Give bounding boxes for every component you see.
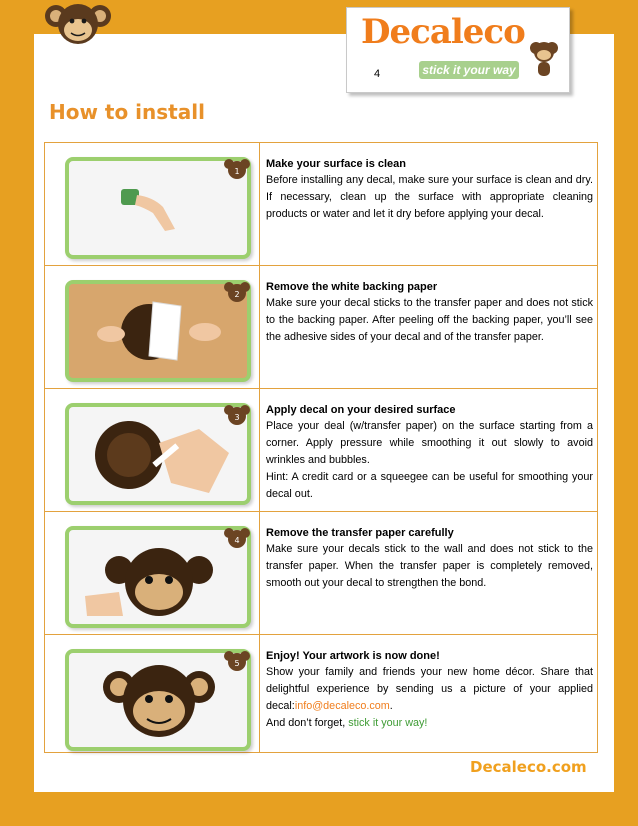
step-description: Before installing any decal, make sure your surface is clean and dry. If necessary, clean up the surface with appropriate cleaning products or water and let it dry before applying your decal.: [266, 174, 593, 220]
step-title: Remove the white backing paper: [266, 281, 438, 293]
step-description: Make sure your decal sticks to the transfer paper and does not stick to the backing paper. After peeling off the backing paper, you’ll see the adhesive sides of your decal and of the transfer paper.: [266, 297, 593, 343]
step-image-cell: [45, 266, 260, 389]
step-photo: [65, 526, 251, 628]
step-text-cell: [260, 143, 598, 266]
brand-name: Decaleco: [361, 12, 525, 52]
peeling-backing-icon: [89, 294, 229, 370]
step-title: Make your surface is clean: [266, 158, 407, 170]
step-row: [45, 266, 598, 389]
step-text-cell: [260, 635, 598, 753]
finished-monkey-decal-icon: [99, 657, 219, 745]
step-text-cell: [260, 266, 598, 389]
step-image-cell: [45, 389, 260, 512]
step-photo: [65, 280, 251, 382]
step-image-cell: [45, 143, 260, 266]
page-number: 4: [374, 68, 381, 80]
step-hint: Hint: A credit card or a squeegee can be useful for smoothing your decal out.: [266, 471, 593, 500]
step-row: [45, 635, 598, 753]
step-description: Make sure your decals stick to the wall and does not stick to the transfer paper. When the transfer paper is completely removed, smooth out your decal to strengthen the bond.: [266, 543, 593, 589]
step-badge-number: 4: [234, 536, 240, 545]
step-image-cell: [45, 512, 260, 635]
footer-site-link[interactable]: Decaleco.com: [470, 758, 587, 776]
monkey-logo-icon: [44, 0, 112, 48]
applying-decal-icon: [79, 413, 239, 497]
step-badge-number: 2: [234, 290, 240, 299]
step-row: [45, 143, 598, 266]
sentence-period: .: [389, 700, 393, 712]
step-image-cell: [45, 635, 260, 753]
step-title: Enjoy! Your artwork is now done!: [266, 650, 440, 662]
cleaning-hand-icon: [119, 177, 179, 231]
step-description-text: Show your family and friends your new home décor. Share that delightful experience by sending us a picture of your applied decal:: [266, 666, 593, 712]
step-badge-number: 5: [234, 659, 240, 668]
page-title: How to install: [49, 100, 205, 124]
step-badge-number: 1: [234, 167, 240, 176]
step-badge-icon: [223, 157, 251, 181]
step-photo: [65, 649, 251, 751]
brand-logo: [346, 7, 570, 93]
step-row: [45, 389, 598, 512]
step-description: [266, 664, 593, 732]
monkey-mascot-icon: [527, 38, 561, 82]
email-link[interactable]: info@decaleco.com: [294, 700, 390, 712]
closing-text: And don’t forget,: [266, 717, 349, 729]
install-steps-table: [44, 142, 598, 753]
step-title: Remove the transfer paper carefully: [266, 527, 454, 539]
step-photo: [65, 403, 251, 505]
step-description-text: Place your deal (w/transfer paper) on the surface starting from a corner. Apply pressure while smoothing it out slowly to avoid wrinkles and bubbles.: [266, 420, 593, 466]
step-badge-number: 3: [234, 413, 240, 422]
step-title: Apply decal on your desired surface: [266, 404, 456, 416]
step-badge-icon: [223, 649, 251, 673]
step-description: [266, 418, 593, 503]
step-row: [45, 512, 598, 635]
brand-tagline: stick it your way: [419, 61, 519, 79]
step-photo: [65, 157, 251, 259]
closing-slogan: stick it your way!: [348, 717, 428, 729]
step-text-cell: [260, 389, 598, 512]
monkey-decal-icon: [79, 536, 239, 620]
step-text-cell: [260, 512, 598, 635]
